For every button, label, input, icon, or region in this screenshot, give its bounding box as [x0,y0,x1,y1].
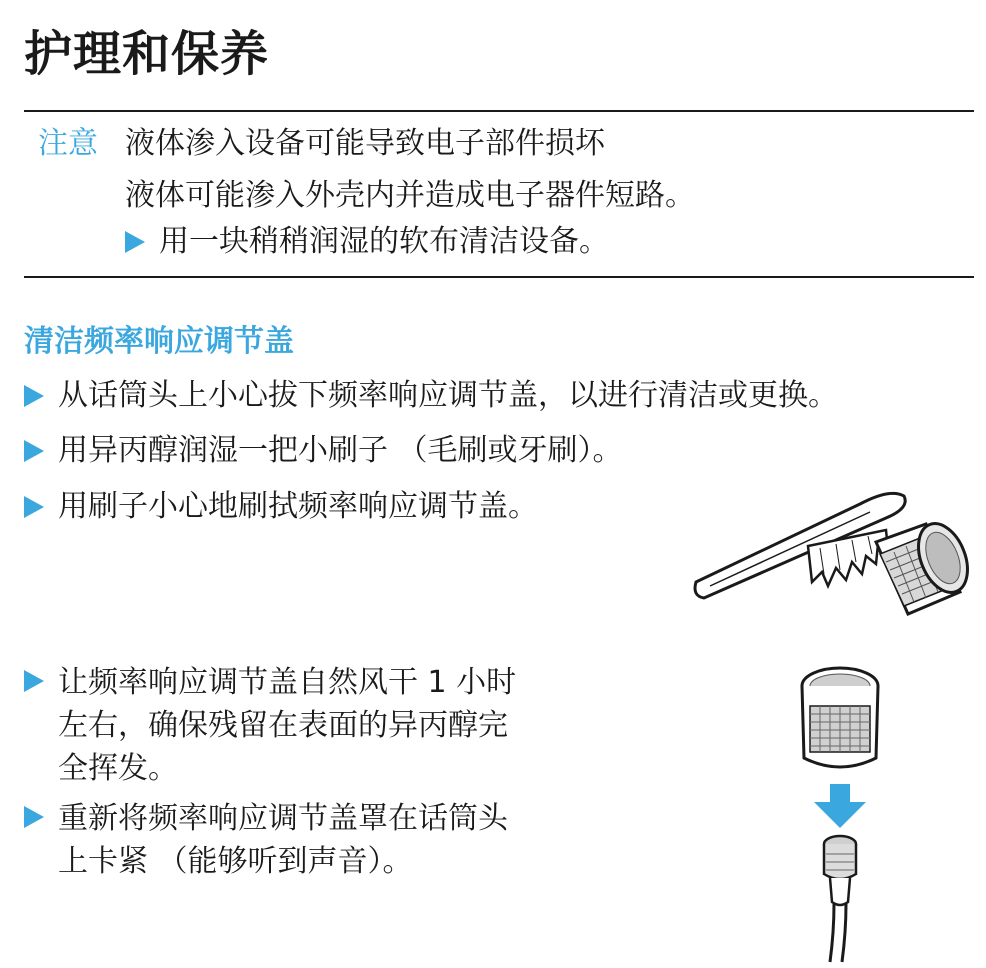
down-arrow-icon [814,784,866,828]
step-item [24,376,838,416]
step-item [24,797,508,883]
step-item [24,661,516,790]
bullet-arrow-icon [24,496,44,518]
notice-label: 注意 [38,126,98,161]
step-line: 上卡紧 （能够听到声音）。 [58,844,413,879]
top-divider [24,110,974,112]
bullet-arrow-icon [24,806,44,828]
step-text: 用异丙醇润湿一把小刷子 （毛刷或牙刷）。 [58,433,623,468]
toothbrush-cleaning-cap-illustration [690,482,980,632]
notice-instruction-text: 用一块稍稍润湿的软布清洁设备。 [159,224,609,259]
bullet-arrow-icon [24,670,44,692]
notice-detail: 液体可能渗入外壳内并造成电子器件短路。 [125,178,695,213]
section-title: 清洁频率响应调节盖 [24,324,294,359]
bullet-arrow-icon [24,385,44,407]
notice-heading: 液体渗入设备可能导致电子部件损坏 [125,126,605,161]
step-line: 让频率响应调节盖自然风干 1 小时 [58,665,517,700]
step-line: 左右，确保残留在表面的异丙醇完 [58,708,508,743]
step-item [24,487,538,527]
bottom-divider [24,276,974,278]
bullet-arrow-icon [24,440,44,462]
cap-reattach-to-mic-head-illustration [790,662,900,962]
page-title: 护理和保养 [24,26,270,82]
bullet-arrow-icon [125,231,145,253]
notice-instruction [125,222,609,262]
step-text: 从话筒头上小心拔下频率响应调节盖，以进行清洁或更换。 [58,378,838,413]
step-text: 用刷子小心地刷拭频率响应调节盖。 [58,489,538,524]
step-line: 全挥发。 [58,751,178,786]
step-item [24,431,623,471]
step-line: 重新将频率响应调节盖罩在话筒头 [58,801,508,836]
